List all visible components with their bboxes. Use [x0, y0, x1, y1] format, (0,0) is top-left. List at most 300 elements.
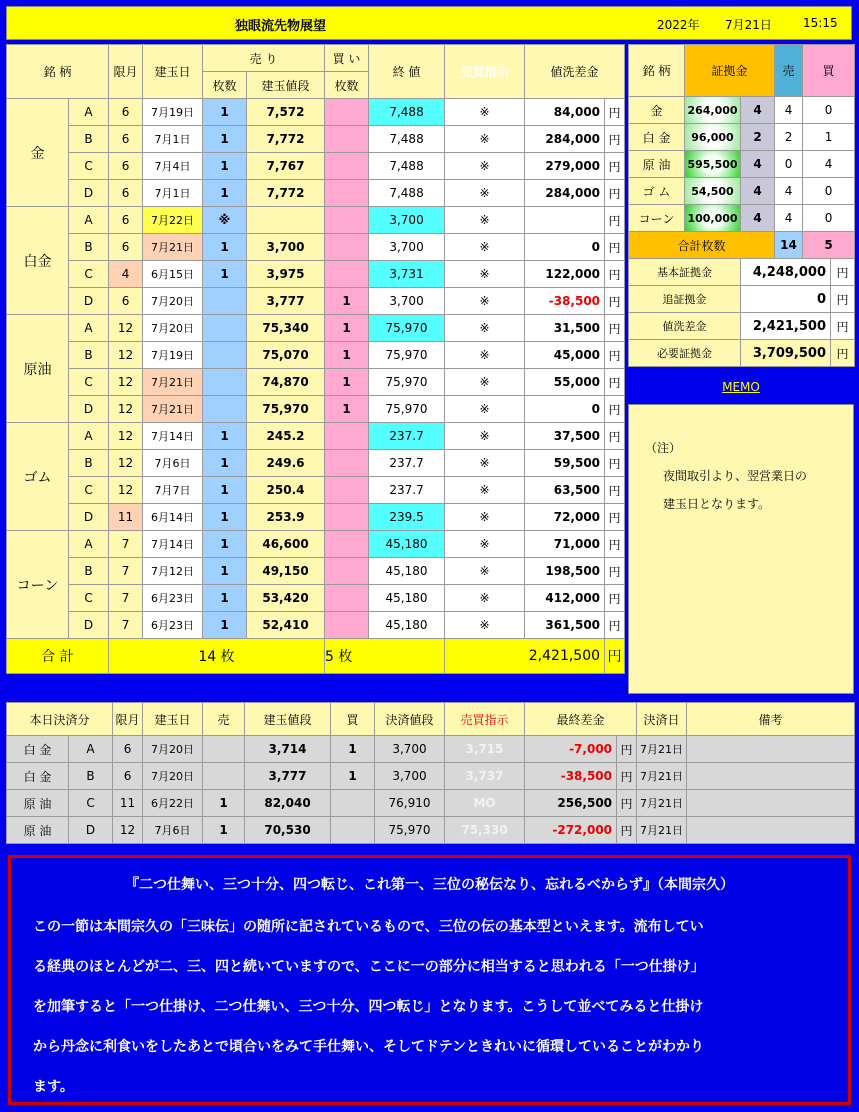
- open-date: 7月19日: [143, 99, 203, 126]
- position-row: [7, 207, 625, 234]
- settle-code: C: [69, 790, 113, 817]
- settle-date: 7月21日: [637, 763, 687, 790]
- buy-count: [325, 207, 369, 234]
- header-diff: 値洗差金: [525, 45, 625, 99]
- buy-count: 1: [325, 315, 369, 342]
- contract-month: 6: [109, 99, 143, 126]
- position-row: [7, 153, 625, 180]
- position-row: [7, 180, 625, 207]
- open-date: 7月7日: [143, 477, 203, 504]
- settle-code: B: [69, 763, 113, 790]
- contract-month: 6: [109, 126, 143, 153]
- quote-line: を加筆すると「一つ仕掛け、二つ仕舞い、三つ十分、四つ転じ」となります。こうして並べてみると仕掛け: [33, 999, 704, 1015]
- summary-value: 3,709,500: [741, 340, 831, 367]
- summary-value: 4,248,000: [741, 259, 831, 286]
- settle-header-tateday: 建玉日: [143, 703, 203, 736]
- close-price: 45,180: [369, 612, 445, 639]
- header-buy-count: 枚数: [325, 72, 369, 99]
- contract-month: 12: [109, 315, 143, 342]
- margin-count-label: 合計枚数: [629, 232, 775, 259]
- close-price: 7,488: [369, 153, 445, 180]
- margin-count-row: [629, 232, 855, 259]
- open-price: [247, 207, 325, 234]
- contract-code: A: [69, 207, 109, 234]
- memo-link[interactable]: MEMO: [722, 380, 760, 394]
- margin-count: 2: [741, 124, 775, 151]
- sell-count: 1: [203, 585, 247, 612]
- header-meigara: 銘 柄: [7, 45, 109, 99]
- settle-date: 7月21日: [637, 736, 687, 763]
- settle-date: 7月21日: [637, 790, 687, 817]
- buy-count: 1: [325, 288, 369, 315]
- position-row: [7, 369, 625, 396]
- sell-count: 1: [203, 153, 247, 180]
- settle-header-sday: 決済日: [637, 703, 687, 736]
- position-row: [7, 396, 625, 423]
- margin-amount: 100,000: [685, 205, 741, 232]
- contract-code: B: [69, 558, 109, 585]
- signal-cell[interactable]: ※: [445, 234, 525, 261]
- open-date: 7月20日: [143, 315, 203, 342]
- diff-value: 284,000: [525, 126, 605, 153]
- margin-header-meigara: 銘 柄: [629, 45, 685, 97]
- open-date: 7月21日: [143, 234, 203, 261]
- settle-header-note: 備考: [687, 703, 855, 736]
- close-price: 3,700: [369, 234, 445, 261]
- settle-buy: 1: [331, 763, 375, 790]
- position-row: [7, 288, 625, 315]
- buy-count: [325, 180, 369, 207]
- contract-code: C: [69, 369, 109, 396]
- margin-table: [628, 44, 855, 367]
- sell-count: [203, 342, 247, 369]
- sell-count: 1: [203, 234, 247, 261]
- signal-cell[interactable]: ※: [445, 558, 525, 585]
- close-price: 75,970: [369, 315, 445, 342]
- signal-cell[interactable]: ※: [445, 369, 525, 396]
- contract-month: 6: [109, 288, 143, 315]
- settle-price: 3,777: [245, 763, 331, 790]
- signal-cell[interactable]: ※: [445, 477, 525, 504]
- header-price: 建玉値段: [247, 72, 325, 99]
- summary-currency: 円: [831, 313, 855, 340]
- margin-commodity: 白 金: [629, 124, 685, 151]
- buy-count: [325, 153, 369, 180]
- settlement-row: [7, 763, 855, 790]
- contract-code: D: [69, 504, 109, 531]
- settle-code: D: [69, 817, 113, 844]
- position-row: [7, 126, 625, 153]
- contract-code: B: [69, 234, 109, 261]
- open-date: 7月21日: [143, 396, 203, 423]
- contract-month: 12: [109, 396, 143, 423]
- signal-cell[interactable]: ※: [445, 450, 525, 477]
- header-owarine: 終 値: [369, 45, 445, 99]
- sell-count: 1: [203, 612, 247, 639]
- summary-row: [629, 286, 855, 313]
- page-title: 独眼流先物展望: [235, 19, 327, 34]
- sell-count: 1: [203, 99, 247, 126]
- sell-count: 1: [203, 531, 247, 558]
- summary-row: [629, 340, 855, 367]
- diff-value: 59,500: [525, 450, 605, 477]
- signal-cell[interactable]: ※: [445, 288, 525, 315]
- open-price: 75,070: [247, 342, 325, 369]
- position-row: [7, 315, 625, 342]
- contract-month: 7: [109, 585, 143, 612]
- header-gengetsu: 限月: [109, 45, 143, 99]
- contract-code: B: [69, 342, 109, 369]
- header-sell-count: 枚数: [203, 72, 247, 99]
- memo-title[interactable]: [628, 380, 854, 402]
- open-price: 7,772: [247, 126, 325, 153]
- open-price: 7,572: [247, 99, 325, 126]
- open-price: 52,410: [247, 612, 325, 639]
- close-price: 7,488: [369, 126, 445, 153]
- open-date: 6月14日: [143, 504, 203, 531]
- margin-sell: 0: [775, 151, 803, 178]
- settle-header-uri: 売: [203, 703, 245, 736]
- signal-cell[interactable]: ※: [445, 126, 525, 153]
- diff-value: 122,000: [525, 261, 605, 288]
- memo-line-1: （注）: [645, 441, 682, 455]
- buy-count: [325, 477, 369, 504]
- contract-code: A: [69, 531, 109, 558]
- diff-currency: 円: [605, 99, 625, 126]
- margin-buy: 0: [803, 205, 855, 232]
- signal-cell[interactable]: ※: [445, 585, 525, 612]
- settle-note: [687, 736, 855, 763]
- summary-value: 2,421,500: [741, 313, 831, 340]
- open-date: 7月12日: [143, 558, 203, 585]
- contract-month: 6: [109, 180, 143, 207]
- memo-line-3: 建玉日となります。: [663, 497, 771, 511]
- settle-sell: [203, 736, 245, 763]
- summary-currency: 円: [831, 340, 855, 367]
- commodity-name: ゴム: [7, 423, 69, 531]
- close-price: 237.7: [369, 477, 445, 504]
- settle-date: 7月21日: [637, 817, 687, 844]
- quote-line: から丹念に利食いをしたあとで頃合いをみて手仕舞い、そしてドテンときれいに循環していることがわかり: [33, 1039, 705, 1055]
- open-date: 6月23日: [143, 612, 203, 639]
- diff-value: 279,000: [525, 153, 605, 180]
- close-price: 45,180: [369, 531, 445, 558]
- open-date: 7月21日: [143, 369, 203, 396]
- settle-header-final: 最終差金: [525, 703, 637, 736]
- settle-close-price: 3,700: [375, 763, 445, 790]
- diff-value: 63,500: [525, 477, 605, 504]
- margin-count: 4: [741, 205, 775, 232]
- buy-count: [325, 261, 369, 288]
- contract-code: B: [69, 450, 109, 477]
- settlement-row: [7, 790, 855, 817]
- sell-count: 1: [203, 450, 247, 477]
- diff-currency: 円: [605, 585, 625, 612]
- settle-month: 6: [113, 763, 143, 790]
- open-price: 253.9: [247, 504, 325, 531]
- contract-month: 12: [109, 477, 143, 504]
- commodity-name: 原油: [7, 315, 69, 423]
- diff-currency: 円: [605, 261, 625, 288]
- open-price: 3,777: [247, 288, 325, 315]
- margin-count: 4: [741, 151, 775, 178]
- signal-cell[interactable]: ※: [445, 261, 525, 288]
- margin-buy: 1: [803, 124, 855, 151]
- position-row: [7, 504, 625, 531]
- settle-open-date: 7月6日: [143, 817, 203, 844]
- settle-close-price: 75,970: [375, 817, 445, 844]
- diff-value: 31,500: [525, 315, 605, 342]
- position-row: [7, 234, 625, 261]
- contract-code: D: [69, 180, 109, 207]
- contract-code: A: [69, 99, 109, 126]
- summary-row: [629, 313, 855, 340]
- summary-value: 0: [741, 286, 831, 313]
- header-tateday: 建玉日: [143, 45, 203, 99]
- diff-currency: 円: [605, 558, 625, 585]
- signal-cell[interactable]: ※: [445, 504, 525, 531]
- diff-value: -38,500: [525, 288, 605, 315]
- settle-month: 12: [113, 817, 143, 844]
- summary-row: [629, 259, 855, 286]
- total-buy: 5 枚: [325, 639, 445, 674]
- contract-code: C: [69, 261, 109, 288]
- settle-signal: 3,715: [445, 736, 525, 763]
- margin-amount: 595,500: [685, 151, 741, 178]
- signal-cell[interactable]: ※: [445, 207, 525, 234]
- position-row: [7, 531, 625, 558]
- contract-month: 6: [109, 234, 143, 261]
- margin-buy: 0: [803, 97, 855, 124]
- settle-commodity: 白 金: [7, 736, 69, 763]
- margin-sell: 4: [775, 97, 803, 124]
- settle-signal: 3,737: [445, 763, 525, 790]
- summary-currency: 円: [831, 286, 855, 313]
- settle-currency: 円: [617, 817, 637, 844]
- margin-count-buy: 5: [803, 232, 855, 259]
- buy-count: [325, 234, 369, 261]
- margin-header-shoko: 証拠金: [685, 45, 775, 97]
- total-row: [7, 639, 625, 674]
- signal-cell[interactable]: ※: [445, 342, 525, 369]
- contract-month: 12: [109, 450, 143, 477]
- settle-sell: 1: [203, 790, 245, 817]
- settle-code: A: [69, 736, 113, 763]
- signal-cell[interactable]: ※: [445, 612, 525, 639]
- sell-count: 1: [203, 126, 247, 153]
- commodity-name: 白金: [7, 207, 69, 315]
- diff-value: [525, 207, 605, 234]
- margin-sell: 2: [775, 124, 803, 151]
- open-price: 3,975: [247, 261, 325, 288]
- positions-table: [6, 44, 625, 674]
- settle-final: -7,000: [525, 736, 617, 763]
- close-price: 237.7: [369, 450, 445, 477]
- close-price: 75,970: [369, 342, 445, 369]
- settlement-row: [7, 736, 855, 763]
- settle-final: -272,000: [525, 817, 617, 844]
- open-date: 7月1日: [143, 180, 203, 207]
- settle-buy: [331, 790, 375, 817]
- contract-month: 12: [109, 423, 143, 450]
- settle-price: 3,714: [245, 736, 331, 763]
- open-price: 75,970: [247, 396, 325, 423]
- settle-currency: 円: [617, 763, 637, 790]
- close-price: 237.7: [369, 423, 445, 450]
- contract-code: D: [69, 396, 109, 423]
- open-price: 74,870: [247, 369, 325, 396]
- buy-count: [325, 450, 369, 477]
- contract-code: C: [69, 477, 109, 504]
- margin-commodity: 金: [629, 97, 685, 124]
- quote-line: る経典のほとんどが二、三、四と続いていますので、ここに一の部分に相当すると思われる「一つ仕掛け」: [33, 959, 705, 975]
- open-price: 249.6: [247, 450, 325, 477]
- settle-month: 6: [113, 736, 143, 763]
- contract-code: B: [69, 126, 109, 153]
- settle-header-price: 建玉値段: [245, 703, 331, 736]
- sell-count: 1: [203, 558, 247, 585]
- buy-count: [325, 126, 369, 153]
- settle-note: [687, 763, 855, 790]
- diff-currency: 円: [605, 234, 625, 261]
- diff-currency: 円: [605, 207, 625, 234]
- contract-code: D: [69, 612, 109, 639]
- diff-value: 412,000: [525, 585, 605, 612]
- open-date: 7月4日: [143, 153, 203, 180]
- diff-currency: 円: [605, 477, 625, 504]
- position-row: [7, 423, 625, 450]
- buy-count: 1: [325, 396, 369, 423]
- settle-signal: 75,330: [445, 817, 525, 844]
- open-price: 245.2: [247, 423, 325, 450]
- signal-cell[interactable]: ※: [445, 153, 525, 180]
- diff-currency: 円: [605, 288, 625, 315]
- sell-count: [203, 288, 247, 315]
- settle-header-sprice: 決済値段: [375, 703, 445, 736]
- settle-final: 256,500: [525, 790, 617, 817]
- diff-value: 0: [525, 234, 605, 261]
- open-date: 7月6日: [143, 450, 203, 477]
- diff-currency: 円: [605, 315, 625, 342]
- diff-value: 0: [525, 396, 605, 423]
- diff-currency: 円: [605, 423, 625, 450]
- margin-row: [629, 151, 855, 178]
- margin-row: [629, 178, 855, 205]
- open-price: 7,772: [247, 180, 325, 207]
- buy-count: [325, 558, 369, 585]
- close-price: 7,488: [369, 180, 445, 207]
- settle-commodity: 原 油: [7, 790, 69, 817]
- signal-cell[interactable]: ※: [445, 180, 525, 207]
- settle-price: 82,040: [245, 790, 331, 817]
- settle-signal: MO: [445, 790, 525, 817]
- margin-row: [629, 124, 855, 151]
- buy-count: 1: [325, 369, 369, 396]
- open-price: 250.4: [247, 477, 325, 504]
- signal-cell[interactable]: ※: [445, 315, 525, 342]
- contract-code: C: [69, 153, 109, 180]
- quote-line: この一節は本間宗久の「三味伝」の随所に記されているもので、三位の伝の基本型といえます。流布してい: [33, 919, 704, 935]
- diff-value: 361,500: [525, 612, 605, 639]
- buy-count: [325, 531, 369, 558]
- close-price: 75,970: [369, 396, 445, 423]
- diff-currency: 円: [605, 180, 625, 207]
- settle-note: [687, 790, 855, 817]
- settle-commodity: 白 金: [7, 763, 69, 790]
- position-row: [7, 558, 625, 585]
- position-row: [7, 261, 625, 288]
- summary-currency: 円: [831, 259, 855, 286]
- signal-cell[interactable]: ※: [445, 99, 525, 126]
- margin-commodity: コーン: [629, 205, 685, 232]
- settlement-table: [6, 702, 855, 844]
- close-price: 75,970: [369, 369, 445, 396]
- buy-count: [325, 504, 369, 531]
- diff-currency: 円: [605, 612, 625, 639]
- close-price: 3,731: [369, 261, 445, 288]
- date-year: 2022年: [657, 18, 700, 32]
- signal-cell[interactable]: ※: [445, 531, 525, 558]
- contract-month: 7: [109, 612, 143, 639]
- open-date: 6月15日: [143, 261, 203, 288]
- total-diff: 2,421,500: [445, 639, 605, 674]
- settle-open-date: 7月20日: [143, 736, 203, 763]
- diff-currency: 円: [605, 342, 625, 369]
- settle-commodity: 原 油: [7, 817, 69, 844]
- buy-count: [325, 99, 369, 126]
- diff-value: 45,000: [525, 342, 605, 369]
- memo-panel: [628, 404, 854, 694]
- contract-month: 7: [109, 558, 143, 585]
- close-price: 45,180: [369, 585, 445, 612]
- margin-row: [629, 205, 855, 232]
- sell-count: [203, 369, 247, 396]
- margin-amount: 264,000: [685, 97, 741, 124]
- close-price: 7,488: [369, 99, 445, 126]
- diff-value: 37,500: [525, 423, 605, 450]
- contract-month: 4: [109, 261, 143, 288]
- open-price: 49,150: [247, 558, 325, 585]
- settle-final: -38,500: [525, 763, 617, 790]
- diff-value: 284,000: [525, 180, 605, 207]
- signal-cell[interactable]: ※: [445, 396, 525, 423]
- settlement-row: [7, 817, 855, 844]
- contract-code: A: [69, 423, 109, 450]
- settle-open-date: 6月22日: [143, 790, 203, 817]
- signal-button[interactable]: 売買指示: [445, 45, 525, 99]
- contract-code: C: [69, 585, 109, 612]
- margin-sell: 4: [775, 178, 803, 205]
- summary-label: 追証拠金: [629, 286, 741, 313]
- open-date: 6月23日: [143, 585, 203, 612]
- commodity-name: コーン: [7, 531, 69, 639]
- settle-currency: 円: [617, 736, 637, 763]
- margin-count-sell: 14: [775, 232, 803, 259]
- buy-count: [325, 423, 369, 450]
- summary-label: 必要証拠金: [629, 340, 741, 367]
- buy-count: 1: [325, 342, 369, 369]
- open-price: 3,700: [247, 234, 325, 261]
- open-date: 7月14日: [143, 531, 203, 558]
- contract-code: A: [69, 315, 109, 342]
- contract-month: 12: [109, 369, 143, 396]
- signal-cell[interactable]: ※: [445, 423, 525, 450]
- margin-amount: 96,000: [685, 124, 741, 151]
- settle-month: 11: [113, 790, 143, 817]
- close-price: 3,700: [369, 288, 445, 315]
- settle-header-signal: 売買指示: [445, 703, 525, 736]
- diff-currency: 円: [605, 531, 625, 558]
